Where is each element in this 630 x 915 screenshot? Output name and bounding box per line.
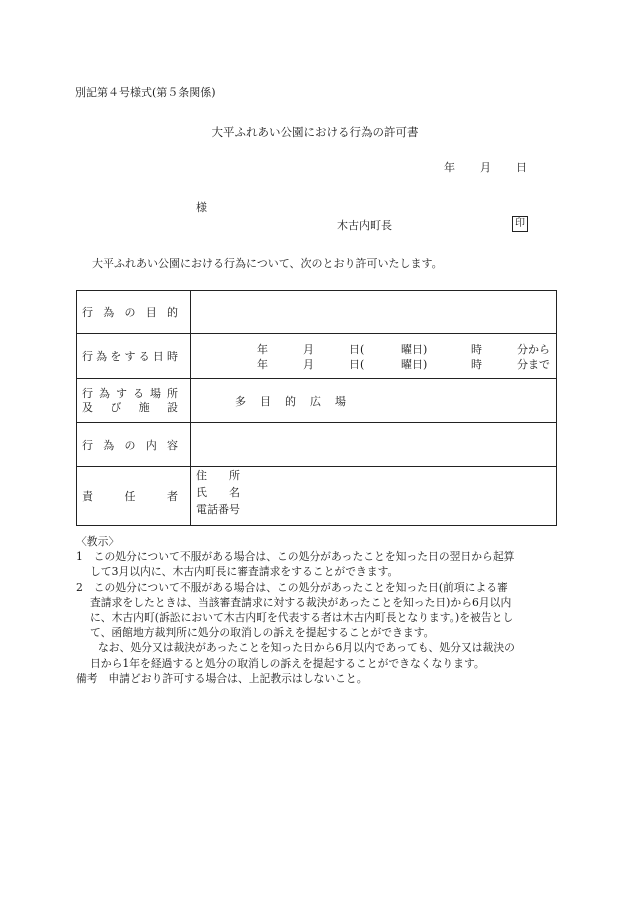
note-item-2-line5: なお、処分又は裁決があったことを知った日から6月以内であっても、処分又は裁決の bbox=[98, 641, 515, 655]
datetime-label bbox=[77, 334, 191, 379]
place-label bbox=[77, 379, 191, 423]
addressee-suffix: 様 bbox=[196, 201, 207, 214]
place-label-line1: 行 為 す る 場 所 bbox=[82, 386, 178, 400]
seal-mark: 印 bbox=[512, 216, 528, 232]
end-day: 日( bbox=[349, 358, 365, 371]
note-item-2-line6: 日から1年を経過すると処分の取消しの訴えを提起することができなくなります。 bbox=[90, 656, 485, 670]
content-value bbox=[191, 423, 557, 467]
place-label-line2: 及 び 施 設 bbox=[82, 400, 178, 414]
datetime-start-line bbox=[191, 341, 556, 356]
table-row bbox=[77, 334, 557, 379]
remark: 備考 申請どおり許可する場合は、上記教示はしないこと。 bbox=[76, 671, 368, 685]
start-month: 月 bbox=[303, 343, 314, 356]
start-day: 日( bbox=[349, 343, 365, 356]
responsible-phone bbox=[191, 501, 556, 518]
date-day-label: 日 bbox=[516, 161, 527, 174]
start-minute: 分から bbox=[517, 343, 550, 356]
responsible-label-text: 責 任 者 bbox=[82, 490, 178, 503]
start-hour: 時 bbox=[471, 343, 482, 356]
responsible-name-label: 氏 名 bbox=[196, 486, 240, 499]
permit-table bbox=[76, 290, 557, 526]
end-month: 月 bbox=[303, 358, 314, 371]
date-month-label: 月 bbox=[480, 161, 491, 174]
datetime-end-line bbox=[191, 356, 556, 371]
end-hour: 時 bbox=[471, 358, 482, 371]
content-label-text: 行 為 の 内 容 bbox=[82, 438, 178, 452]
table-row bbox=[77, 291, 557, 334]
note-item-1-line1: 1 この処分について不服がある場合は、この処分があったことを知った日の翌日から起算 bbox=[76, 550, 515, 564]
datetime-label-text: 行 為 を す る 日 時 bbox=[82, 350, 178, 363]
end-minute: 分まで bbox=[517, 358, 550, 371]
responsible-label bbox=[77, 467, 191, 526]
note-item-2-line4: て、函館地方裁判所に処分の取消しの訴えを提起することができます。 bbox=[90, 626, 435, 640]
note-item-2-line1: 2 この処分について不服がある場合は、この処分があったことを知った日(前項による審 bbox=[76, 580, 508, 594]
start-year: 年 bbox=[257, 343, 268, 356]
responsible-address-label: 住 所 bbox=[196, 469, 240, 482]
responsible-phone-label: 電話番号 bbox=[196, 503, 240, 516]
purpose-label-text: 行 為 の 目 的 bbox=[82, 306, 178, 319]
responsible-value bbox=[191, 467, 557, 526]
content-label bbox=[77, 423, 191, 467]
note-item-2-line3: に、木古内町(訴訟において木古内町を代表する者は木古内町長となります。)を被告とし bbox=[90, 611, 514, 625]
purpose-label bbox=[77, 291, 191, 334]
form-reference: 別記第４号様式(第５条関係) bbox=[75, 86, 216, 99]
notes-heading: 〈教示〉 bbox=[76, 535, 120, 548]
issuer-name: 木古内町長 bbox=[337, 219, 392, 232]
intro-text: 大平ふれあい公園における行為について、次のとおり許可いたします。 bbox=[92, 257, 443, 270]
responsible-name bbox=[191, 484, 556, 501]
table-row bbox=[77, 423, 557, 467]
end-weekday: 曜日) bbox=[401, 358, 428, 371]
datetime-value bbox=[191, 334, 557, 379]
instruction-notes bbox=[76, 534, 566, 686]
place-value bbox=[191, 379, 557, 423]
responsible-address bbox=[191, 467, 556, 484]
note-item-1-line2: して3月以内に、木古内町長に審査請求をすることができます。 bbox=[90, 565, 399, 579]
place-value-text: 多目的広場 bbox=[235, 394, 360, 408]
purpose-value bbox=[191, 291, 557, 334]
document-title: 大平ふれあい公園における行為の許可書 bbox=[211, 125, 419, 139]
table-row bbox=[77, 379, 557, 423]
date-year-label: 年 bbox=[444, 161, 455, 174]
start-weekday: 曜日) bbox=[401, 343, 428, 356]
note-item-2-line2: 査請求をしたときは、当該審査請求に対する裁決があったことを知った日)から6月以内 bbox=[90, 595, 512, 609]
table-row bbox=[77, 467, 557, 526]
end-year: 年 bbox=[257, 358, 268, 371]
